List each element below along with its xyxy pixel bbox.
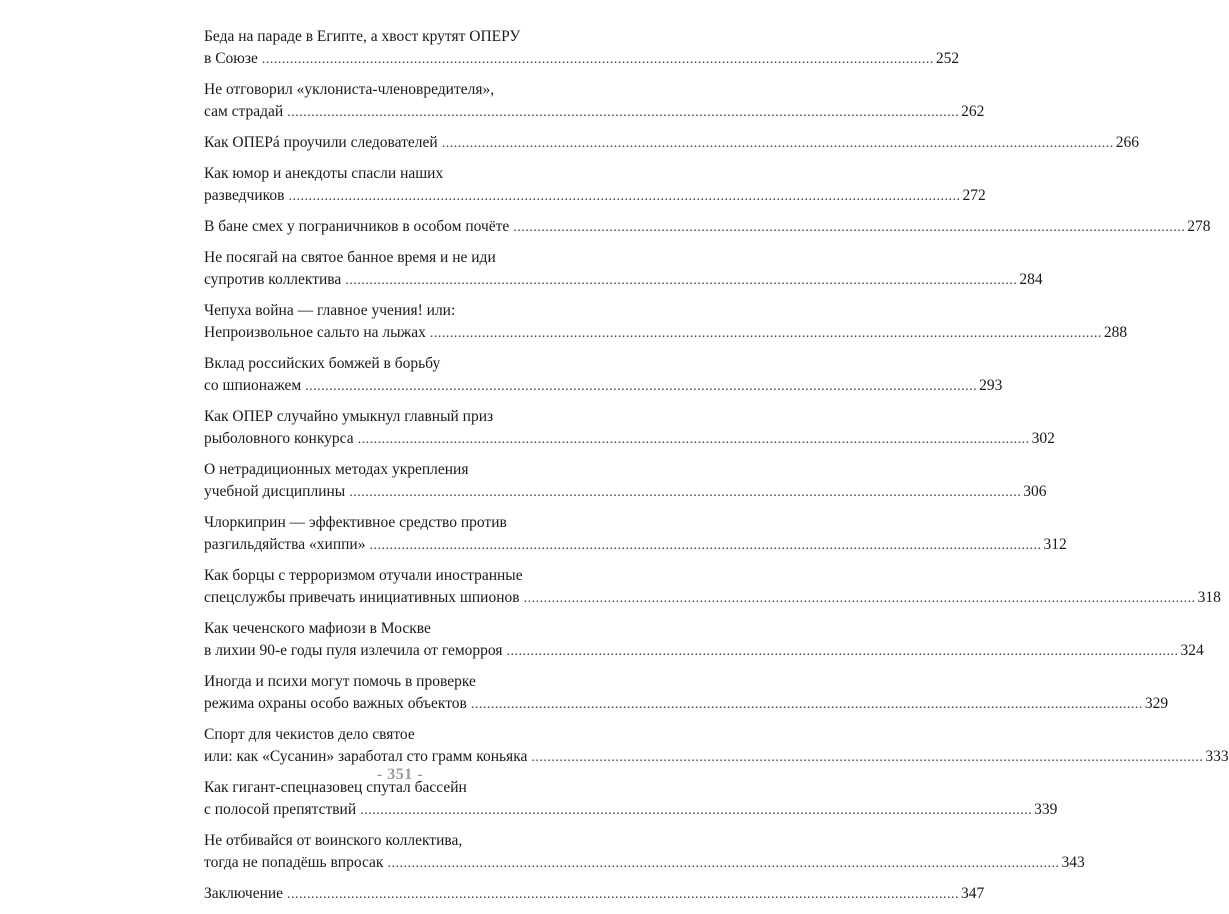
dot-leader <box>524 588 1196 610</box>
toc-entry-title-line: супротив коллектива <box>204 271 342 288</box>
toc-entry-last-line <box>204 48 960 71</box>
toc-entry-title-line: Как гигант-спецназовец спутал бассейн <box>204 779 467 796</box>
toc-entry-page-number: 324 <box>1180 642 1204 659</box>
toc-entry-title-line: в лихии 90-е годы пуля излечила от геморроя <box>204 642 503 659</box>
dot-leader <box>305 376 977 398</box>
dot-leader <box>507 641 1179 663</box>
toc-entry <box>204 724 1229 769</box>
toc-entry <box>204 565 1221 610</box>
toc-entry-title-line: Как ОПЕР случайно умыкнул главный приз <box>204 408 494 425</box>
dot-leader <box>430 323 1102 345</box>
toc-entry-page-number: 339 <box>1034 801 1058 818</box>
toc-entry <box>204 26 960 71</box>
toc-entry-title-line: В бане смех у пограничников в особом почёте <box>204 218 510 235</box>
toc-entry-page-number: 302 <box>1031 430 1055 447</box>
toc-entry <box>204 512 1067 557</box>
toc-entry <box>204 830 1085 875</box>
toc-entry <box>204 216 1211 239</box>
toc-entry-title-line: тогда не попадёшь впросак <box>204 854 384 871</box>
toc-entry-title-line: с полосой препятствий <box>204 801 357 818</box>
toc-entry-page-number: 272 <box>962 187 986 204</box>
toc-entry <box>204 353 1003 398</box>
toc-entry-last-line <box>204 883 985 906</box>
toc-entry-title-line: Не посягай на святое банное время и не иди <box>204 249 496 266</box>
toc-entry-title-line: спецслужбы привечать инициативных шпионов <box>204 589 520 606</box>
toc-entry-page-number: 284 <box>1019 271 1043 288</box>
toc-entry-title-line: рыболовного конкурса <box>204 430 354 447</box>
toc-entry-page-number: 262 <box>961 103 985 120</box>
toc-entry-title-line: сам страдай <box>204 103 284 120</box>
toc-entry <box>204 883 985 906</box>
toc-entry-title-line: со шпионажем <box>204 377 302 394</box>
toc-entry <box>204 671 1169 716</box>
toc-entry-title-line: Члоркиприн — эффективное средство против <box>204 514 507 531</box>
dot-leader <box>360 800 1032 822</box>
toc-entry-page-number: 306 <box>1023 483 1047 500</box>
toc-entry <box>204 163 986 208</box>
toc-entry-page-number: 266 <box>1115 134 1139 151</box>
toc-entry <box>204 79 985 124</box>
toc-entry-title-line: Как ОПЕРá проучили следователей <box>204 134 438 151</box>
toc-entry-title-line: Непроизвольное сальто на лыжах <box>204 324 426 341</box>
toc-entry-title-line: Не отбивайся от воинского коллектива, <box>204 832 463 849</box>
toc-entry-last-line <box>204 481 1047 504</box>
dot-leader <box>288 186 960 208</box>
toc-entry-page-number: 347 <box>961 885 985 902</box>
toc-entry-title-line: Как юмор и анекдоты спасли наших <box>204 165 444 182</box>
dot-leader <box>442 133 1114 155</box>
toc-entry-last-line <box>204 322 1128 345</box>
toc-entry-last-line <box>204 587 1221 610</box>
toc-entry-last-line <box>204 428 1055 451</box>
toc-entry <box>204 300 1128 345</box>
toc-entry <box>204 406 1055 451</box>
toc-entry-title-line: О нетрадиционных методах укрепления <box>204 461 469 478</box>
toc-entry-title-line: Спорт для чекистов дело святое <box>204 726 415 743</box>
toc-entry-title-line: Как чеченского мафиози в Москве <box>204 620 431 637</box>
dot-leader <box>471 694 1143 716</box>
toc-entry-title-line: Вклад российских бомжей в борьбу <box>204 355 441 372</box>
toc-entry-title-line: Чепуха война — главное учения! или: <box>204 302 456 319</box>
toc-entry-page-number: 343 <box>1061 854 1085 871</box>
toc-entry-title-line: в Союзе <box>204 50 258 67</box>
dot-leader <box>287 884 959 906</box>
toc-entry-page-number: 318 <box>1197 589 1221 606</box>
dot-leader <box>358 429 1030 451</box>
toc-entry-page-number: 278 <box>1187 218 1211 235</box>
toc-entry-title-line: разгильдяйства «хиппи» <box>204 536 366 553</box>
toc-entry-last-line <box>204 216 1211 239</box>
toc-entry-last-line <box>204 799 1058 822</box>
dot-leader <box>349 482 1021 504</box>
toc-entry-last-line <box>204 269 1043 292</box>
toc-entry-last-line <box>204 101 985 124</box>
toc-entry-page-number: 333 <box>1205 748 1229 765</box>
toc-entry <box>204 132 1139 155</box>
dot-leader <box>387 853 1059 875</box>
toc-entry-title-line: Как борцы с терроризмом отучали иностранные <box>204 567 523 584</box>
toc-entry <box>204 459 1047 504</box>
toc-entry-title-line: разведчиков <box>204 187 285 204</box>
toc-entry-title-line: учебной дисциплины <box>204 483 346 500</box>
toc-entry-last-line <box>204 640 1204 663</box>
toc-entry-page-number: 312 <box>1043 536 1067 553</box>
toc-entry-last-line <box>204 185 986 208</box>
toc-entry-last-line <box>204 852 1085 875</box>
toc-entry-title-line: Заключение <box>204 885 284 902</box>
toc-entry-last-line <box>204 375 1003 398</box>
page-number-footer: - 351 - <box>376 766 424 783</box>
toc-entry-page-number: 293 <box>979 377 1003 394</box>
toc-entry-page-number: 288 <box>1103 324 1128 341</box>
toc-entry-last-line <box>204 534 1067 557</box>
toc-entry-page-number: 329 <box>1144 695 1169 712</box>
dot-leader <box>287 102 959 124</box>
toc-entry-last-line <box>204 693 1169 716</box>
toc-entry-page-number: 252 <box>935 50 960 67</box>
toc-entry <box>204 618 1204 663</box>
toc-entry <box>204 247 1043 292</box>
toc-entry-title-line: Иногда и психи могут помочь в проверке <box>204 673 476 690</box>
dot-leader <box>369 535 1041 557</box>
toc-entry-title-line: Беда на параде в Египте, а хвост крутят ОПЕРУ <box>204 28 521 45</box>
toc-entry-title-line: режима охраны особо важных объектов <box>204 695 467 712</box>
dot-leader <box>513 217 1185 239</box>
toc-entry-last-line <box>204 132 1139 155</box>
toc-entry-title-line: или: как «Сусанин» заработал сто грамм коньяка <box>204 748 528 765</box>
dot-leader <box>262 49 934 71</box>
dot-leader <box>345 270 1017 292</box>
toc-entry-title-line: Не отговорил «уклониста-членовредителя», <box>204 81 495 98</box>
